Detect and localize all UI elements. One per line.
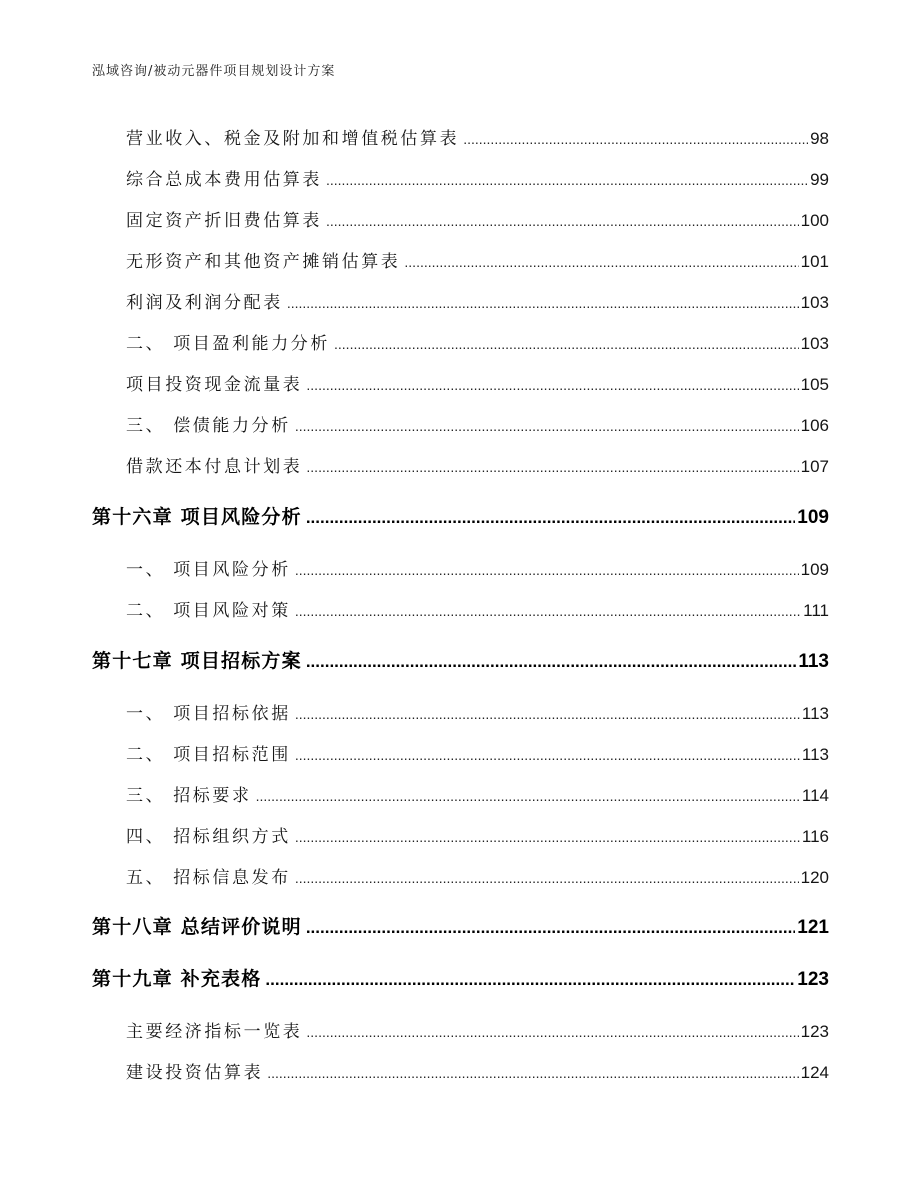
toc-entry-page: 114 (801, 786, 829, 805)
toc-entry-page: 107 (800, 457, 829, 476)
toc-dot-leader (295, 603, 801, 619)
toc-entry[interactable] (126, 288, 829, 313)
toc-entry-title: 无形资产和其他资产摊销估算表 (126, 252, 401, 272)
toc-dot-leader (306, 918, 795, 938)
toc-entry-page: 123 (800, 1022, 829, 1041)
toc-dot-leader (295, 418, 799, 434)
toc-entry-page: 120 (800, 868, 829, 887)
toc-dot-leader (306, 1024, 798, 1040)
toc-dot-leader (306, 377, 798, 393)
toc-entry[interactable] (126, 699, 829, 724)
toc-entry[interactable] (126, 596, 829, 621)
toc-entry-page: 100 (800, 211, 829, 230)
toc-entry-page: 113 (801, 704, 829, 723)
toc-entry[interactable] (126, 165, 829, 190)
toc-dot-leader (265, 970, 795, 990)
toc-chapter-entry[interactable] (92, 646, 829, 673)
toc-entry[interactable] (126, 124, 829, 149)
toc-dot-leader (267, 1065, 798, 1081)
toc-entry[interactable] (126, 370, 829, 395)
toc-entry-page: 109 (797, 507, 829, 528)
toc-chapter-entry[interactable] (92, 912, 829, 939)
toc-entry-title: 第十七章 项目招标方案 (92, 650, 302, 672)
toc-dot-leader (295, 747, 800, 763)
toc-entry[interactable] (126, 329, 829, 354)
toc-dot-leader (306, 508, 795, 528)
toc-dot-leader (287, 295, 799, 311)
toc-dot-leader (256, 788, 800, 804)
toc-entry-title: 三、 招标要求 (126, 786, 252, 806)
toc-entry-title: 五、 招标信息发布 (126, 868, 291, 888)
toc-entry[interactable] (126, 452, 829, 477)
toc-entry-title: 二、 项目风险对策 (126, 601, 291, 621)
toc-entry-page: 121 (797, 917, 829, 938)
toc-dot-leader (463, 131, 808, 147)
toc-entry-page: 109 (800, 560, 829, 579)
toc-entry-title: 建设投资估算表 (126, 1063, 264, 1083)
toc-entry-title: 二、 项目招标范围 (126, 745, 291, 765)
toc-entry-page: 103 (800, 334, 829, 353)
toc-dot-leader (306, 459, 798, 475)
toc-entry-title: 主要经济指标一览表 (126, 1022, 303, 1042)
toc-entry-title: 项目投资现金流量表 (126, 375, 303, 395)
toc-entry-page: 106 (800, 416, 829, 435)
toc-dot-leader (306, 652, 797, 672)
toc-dot-leader (326, 172, 808, 188)
toc-entry[interactable] (126, 411, 829, 436)
toc-entry-title: 二、 项目盈利能力分析 (126, 334, 331, 354)
toc-entry-page: 123 (797, 969, 829, 990)
toc-entry-title: 第十九章 补充表格 (92, 968, 262, 990)
toc-chapter-entry[interactable] (92, 502, 829, 529)
toc-entry-title: 营业收入、税金及附加和增值税估算表 (126, 129, 460, 149)
toc-entry-title: 三、 偿债能力分析 (126, 416, 291, 436)
toc-entry-page: 99 (810, 170, 829, 189)
toc-entry[interactable] (126, 1058, 829, 1083)
toc-entry-page: 98 (810, 129, 829, 148)
toc-entry-page: 113 (798, 651, 829, 672)
toc-entry-page: 113 (801, 745, 829, 764)
toc-entry-page: 111 (803, 601, 829, 620)
toc-entry[interactable] (126, 822, 829, 847)
toc-dot-leader (295, 829, 800, 845)
toc-entry[interactable] (126, 1017, 829, 1042)
toc-entry-page: 103 (800, 293, 829, 312)
toc-entry-title: 借款还本付息计划表 (126, 457, 303, 477)
toc-entry[interactable] (126, 247, 829, 272)
toc-entry[interactable] (126, 555, 829, 580)
toc-dot-leader (295, 870, 799, 886)
toc-entry-title: 一、 项目招标依据 (126, 704, 291, 724)
toc-entry[interactable] (126, 781, 829, 806)
toc-dot-leader (295, 562, 799, 578)
toc-dot-leader (404, 254, 798, 270)
toc-entry-title: 四、 招标组织方式 (126, 827, 291, 847)
toc-entry-page: 105 (800, 375, 829, 394)
toc-entry-title: 综合总成本费用估算表 (126, 170, 322, 190)
toc-entry-page: 101 (800, 252, 829, 271)
toc-entry-page: 124 (800, 1063, 829, 1082)
toc-entry-title: 一、 项目风险分析 (126, 560, 291, 580)
toc-dot-leader (326, 213, 799, 229)
toc-dot-leader (295, 706, 800, 722)
toc-entry-page: 116 (801, 827, 829, 846)
toc-entry[interactable] (126, 740, 829, 765)
toc-entry-title: 固定资产折旧费估算表 (126, 211, 322, 231)
toc-entry-title: 第十六章 项目风险分析 (92, 506, 302, 528)
running-header: 泓域咨询/被动元器件项目规划设计方案 (92, 64, 336, 79)
toc-entry-title: 第十八章 总结评价说明 (92, 916, 302, 938)
toc-dot-leader (334, 336, 799, 352)
toc-entry[interactable] (126, 863, 829, 888)
toc-entry[interactable] (126, 206, 829, 231)
toc-entry-title: 利润及利润分配表 (126, 293, 283, 313)
toc-chapter-entry[interactable] (92, 964, 829, 991)
